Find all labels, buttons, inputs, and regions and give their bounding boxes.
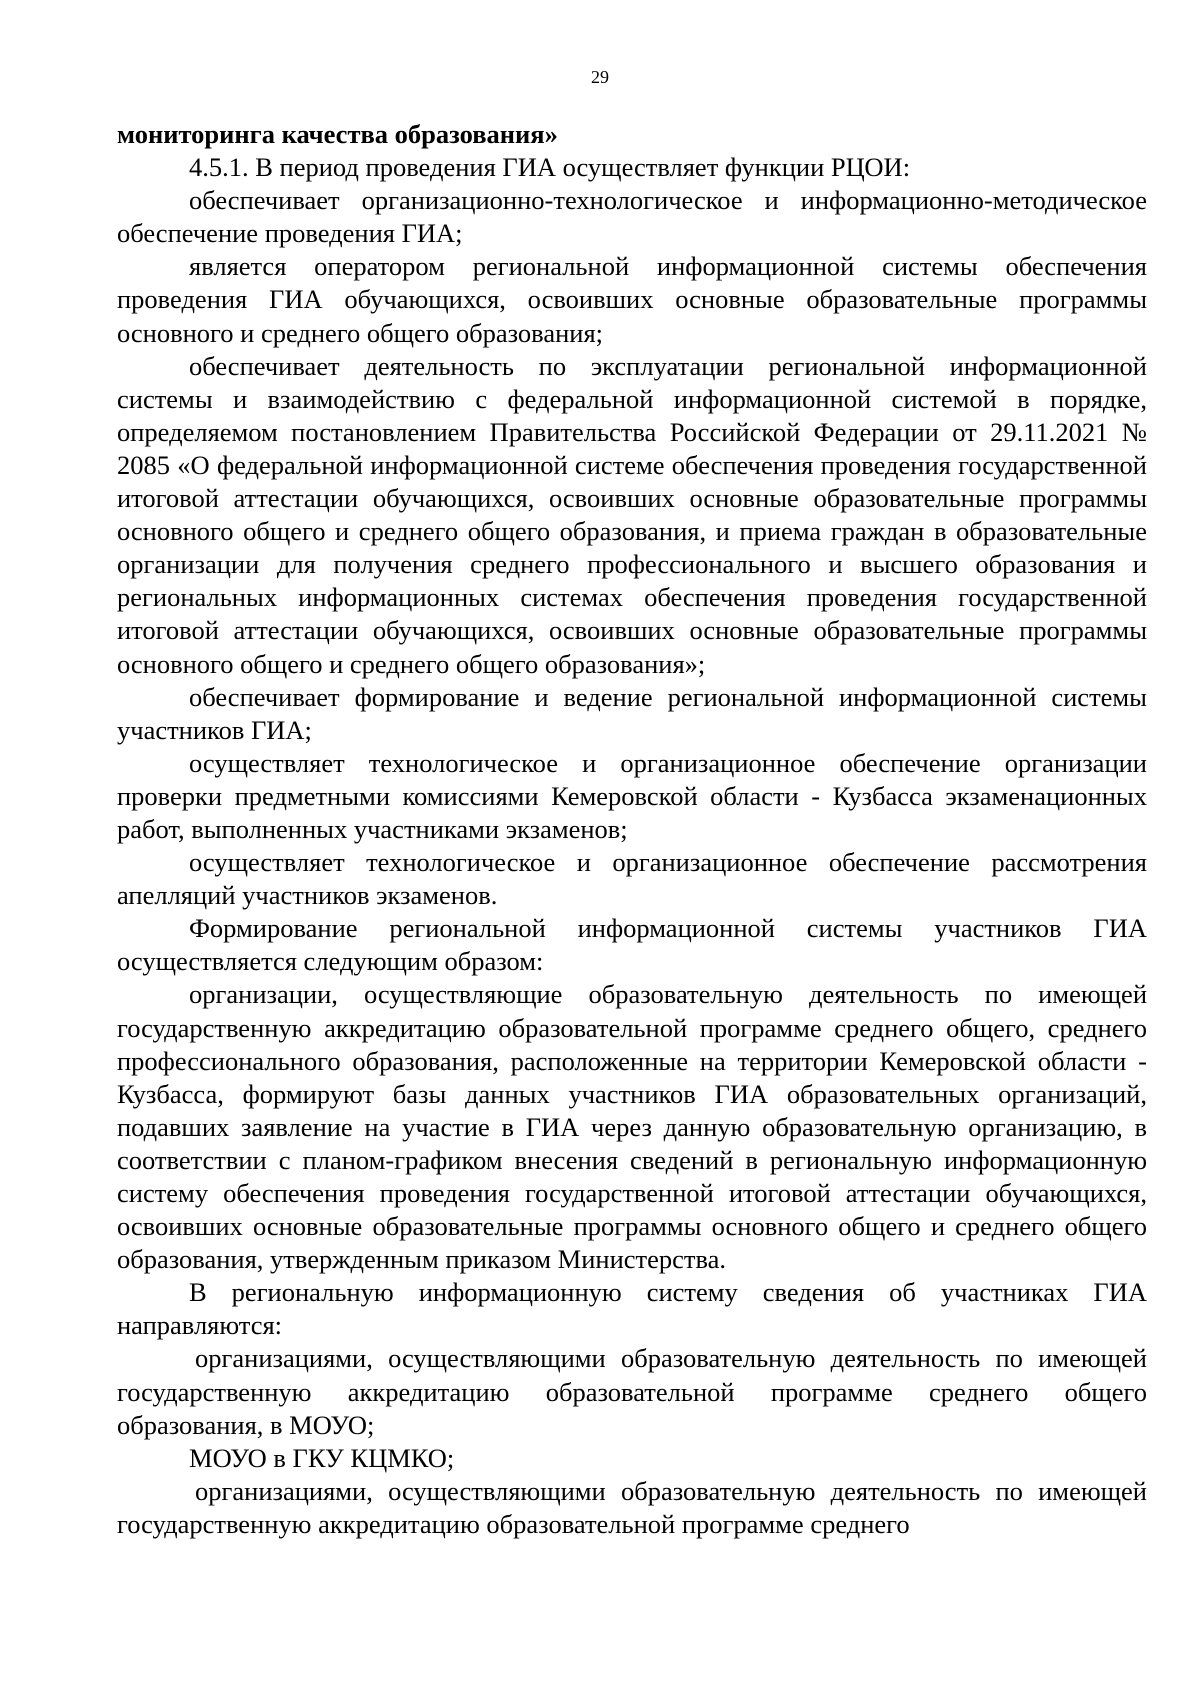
paragraph-organizations-secondary: организациями, осуществляющими образовательную деятельность по имеющей государственную аккредитацию образовательной программе среднего bbox=[117, 1475, 1147, 1539]
heading-continuation: мониторинга качества образования» bbox=[117, 119, 558, 149]
paragraph-info-directed: В региональную информационную систему сведения об участниках ГИА направляются: bbox=[117, 1277, 1147, 1341]
paragraph-function-methodical: обеспечивает организационно-технологическое и информационно-методическое обеспечение проведения ГИА; bbox=[117, 185, 1147, 249]
paragraph-function-checking: осуществляет технологическое и организационное обеспечение организации проверки предметными комиссиями Кемеровской области - Кузбасса экзаменационных работ, выполненных участниками экзаменов; bbox=[117, 747, 1147, 844]
paragraph-function-exploitation: обеспечивает деятельность по эксплуатации региональной информационной системы и взаимодействию с федеральной информационной системой в порядке, определяемом постановлением Правительства Российской Федерации от 29.11.2021 № 2085 «О федеральной информационной системе обеспечения проведения государственной итоговой аттестации обучающихся, освоивших основные образовательные программы основного общего и среднего общего образования, и приема граждан в образовательные организации для получения среднего профессионального и высшего образования и региональных информационных системах обеспечения проведения государственной итоговой аттестации обучающихся, освоивших основные образовательные программы основного общего и среднего общего образования»; bbox=[117, 350, 1147, 679]
paragraph-4-5-1: 4.5.1. В период проведения ГИА осуществляет функции РЦОИ: bbox=[189, 152, 911, 183]
paragraph-organizations-to-mouo: организациями, осуществляющими образовательную деятельность по имеющей государственную аккредитацию образовательной программе среднего общего образования, в МОУО; bbox=[117, 1343, 1147, 1440]
paragraph-mouo-to-gku: МОУО в ГКУ КЦМКО; bbox=[189, 1442, 455, 1473]
paragraph-formation-intro: Формирование региональной информационной системы участников ГИА осуществляется следующим образом: bbox=[117, 913, 1147, 977]
paragraph-function-operator: является оператором региональной информационной системы обеспечения проведения ГИА обучающихся, освоивших основные образовательные программы основного и среднего общего образования; bbox=[117, 251, 1147, 348]
paragraph-function-appeals: осуществляет технологическое и организационное обеспечение рассмотрения апелляций участников экзаменов. bbox=[117, 847, 1147, 911]
document-body bbox=[117, 118, 1147, 1541]
paragraph-formation-organizations: организации, осуществляющие образовательную деятельность по имеющей государственную аккредитацию образовательной программе среднего общего, среднего профессионального образования, расположенные на территории Кемеровской области - Кузбасса, формируют базы данных участников ГИА образовательных организаций, подавших заявление на участие в ГИА через данную образовательную организацию, в соответствии с планом-графиком внесения сведений в региональную информационную систему обеспечения проведения государственной итоговой аттестации обучающихся, освоивших основные образовательные программы основного общего и среднего общего образования, утвержденным приказом Министерства. bbox=[117, 979, 1147, 1275]
page-number: 29 bbox=[591, 67, 609, 87]
paragraph-function-formation: обеспечивает формирование и ведение региональной информационной системы участников ГИА; bbox=[117, 681, 1147, 745]
